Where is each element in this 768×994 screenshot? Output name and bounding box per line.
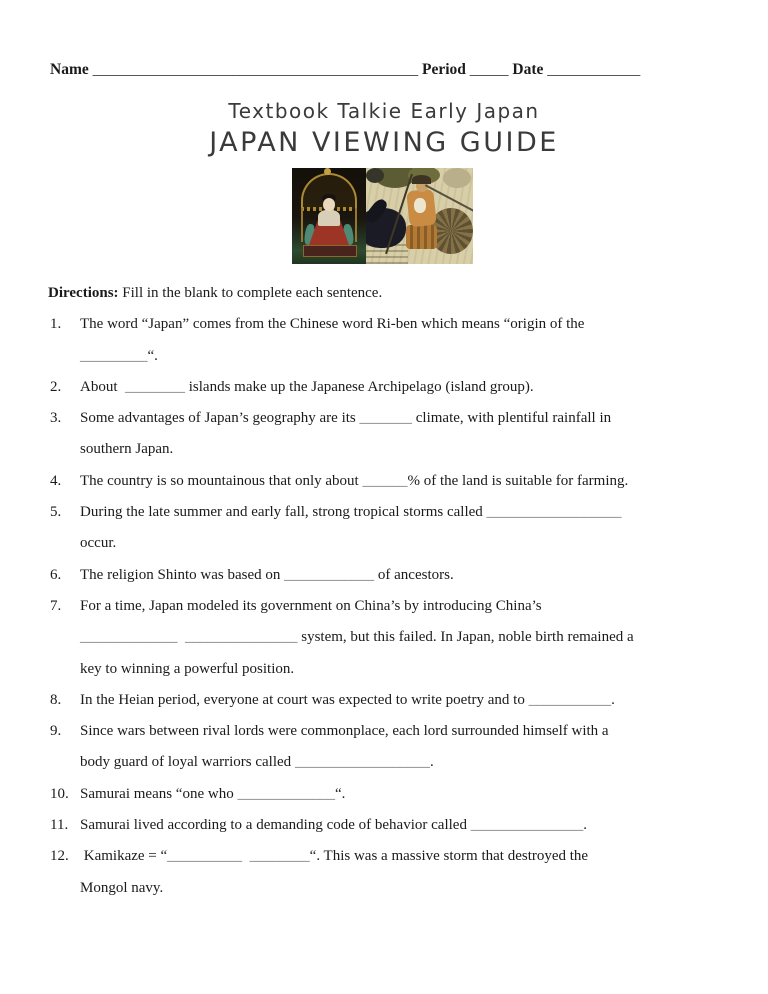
fill-in-blank: ________ — [125, 378, 185, 395]
item-text-line: About ________ islands make up the Japanese Archipelago (island group). — [80, 378, 534, 395]
period-label: Period — [422, 61, 466, 78]
item-number: 1. — [50, 316, 62, 333]
fill-in-blank: _______________ — [185, 629, 298, 646]
item-number: 4. — [50, 472, 62, 489]
item-text-line: occur. — [80, 535, 117, 552]
name-label: Name — [50, 61, 89, 78]
foliage-shape — [366, 168, 384, 183]
cloud-shape — [443, 168, 471, 188]
worksheet-item-1 — [50, 309, 722, 372]
fill-in-blank: _________ — [80, 347, 148, 364]
item-text-line: Kamikaze = “__________ ________“. This was a massive storm that destroyed the — [80, 848, 589, 865]
period-blank-line: _____ — [469, 61, 509, 78]
item-text-line: For a time, Japan modeled its government on China’s by introducing China’s — [80, 597, 542, 614]
post-shape — [301, 208, 303, 242]
fill-in-blank: ___________ — [528, 691, 612, 708]
worksheet-item-10 — [50, 779, 722, 810]
item-number: 11. — [50, 817, 69, 834]
item-text-line: Some advantages of Japan’s geography are its _______ climate, with plentiful rainfall in — [80, 410, 612, 427]
item-text-line: body guard of loyal warriors called __________________. — [80, 754, 434, 771]
header-image-strip — [292, 168, 473, 264]
finial-shape — [324, 168, 331, 175]
fill-in-blank: _______ — [359, 410, 412, 427]
helmet-shape — [412, 175, 431, 184]
fill-in-blank: _____________ — [237, 785, 335, 802]
fill-in-blank: __________________ — [486, 504, 622, 521]
directions-text: Fill in the blank to complete each sentence. — [118, 285, 383, 301]
worksheet-body — [50, 278, 722, 904]
item-number: 5. — [50, 504, 62, 521]
fill-in-blank: _____________ — [80, 629, 178, 646]
worksheet-item-4 — [50, 466, 722, 497]
item-number: 7. — [50, 597, 62, 614]
worksheet-item-6 — [50, 560, 722, 591]
item-number: 12. — [50, 848, 69, 865]
item-list — [50, 309, 722, 904]
item-text-line: During the late summer and early fall, strong tropical storms called __________________ — [80, 504, 622, 521]
fill-in-blank: ____________ — [284, 566, 375, 583]
worksheet-item-9 — [50, 716, 722, 779]
item-number: 6. — [50, 566, 62, 583]
item-number: 9. — [50, 723, 62, 740]
item-text-line: southern Japan. — [80, 441, 174, 458]
worksheet-item-2 — [50, 372, 722, 403]
item-text-line: key to winning a powerful position. — [80, 660, 295, 677]
page-title-japan-viewing-guide: JAPAN VIEWING GUIDE — [209, 127, 559, 158]
directions-line — [48, 278, 722, 309]
item-number: 3. — [50, 410, 62, 427]
face-shape — [323, 198, 335, 211]
subtitle-textbook-talkie: Textbook Talkie Early Japan — [228, 99, 540, 123]
worksheet-item-12 — [50, 841, 722, 904]
fill-in-blank: __________________ — [294, 754, 430, 771]
item-text-line: _____________ _______________ system, but this failed. In Japan, noble birth remained a — [80, 629, 634, 646]
name-period-date-line — [50, 61, 640, 79]
robe-collar-shape — [318, 210, 340, 226]
worksheet-item-7 — [50, 591, 722, 685]
item-number: 8. — [50, 691, 62, 708]
fill-in-blank: __________ — [167, 848, 243, 865]
worksheet-item-11 — [50, 810, 722, 841]
worksheet-item-5 — [50, 497, 722, 560]
date-blank-line: ____________ — [547, 61, 641, 78]
chest-panel-shape — [414, 198, 426, 213]
fill-in-blank: ______ — [362, 472, 408, 489]
item-number: 10. — [50, 785, 69, 802]
item-number: 2. — [50, 378, 62, 395]
item-text-line: The word “Japan” comes from the Chinese word Ri-ben which means “origin of the — [80, 316, 585, 333]
item-text-line: Samurai lived according to a demanding code of behavior called _______________. — [80, 817, 587, 834]
item-text-line: _________“. — [80, 347, 158, 364]
samurai-horseback-painting — [366, 168, 473, 264]
dais-shape — [303, 245, 357, 257]
emperor-throne-painting — [292, 168, 366, 264]
item-text-line: In the Heian period, everyone at court was expected to write poetry and to ___________. — [80, 691, 615, 708]
worksheet-item-8 — [50, 685, 722, 716]
item-text-line: Samurai means “one who _____________“. — [80, 785, 346, 802]
directions-label: Directions: — [48, 285, 119, 301]
item-text-line: Since wars between rival lords were commonplace, each lord surrounded himself with a — [80, 723, 609, 740]
post-shape — [355, 208, 357, 242]
date-label: Date — [512, 61, 544, 78]
armor-skirt-shape — [406, 225, 437, 249]
fill-in-blank: _______________ — [470, 817, 584, 834]
worksheet-item-3 — [50, 403, 722, 466]
item-text-line: The country is so mountainous that only about ______% of the land is suitable for farming. — [80, 472, 629, 489]
name-blank-line: __________________________________________ — [92, 61, 419, 78]
fill-in-blank: ________ — [249, 848, 310, 865]
item-text-line: Mongol navy. — [80, 879, 164, 896]
item-text-line: The religion Shinto was based on ____________ of ancestors. — [80, 566, 454, 583]
